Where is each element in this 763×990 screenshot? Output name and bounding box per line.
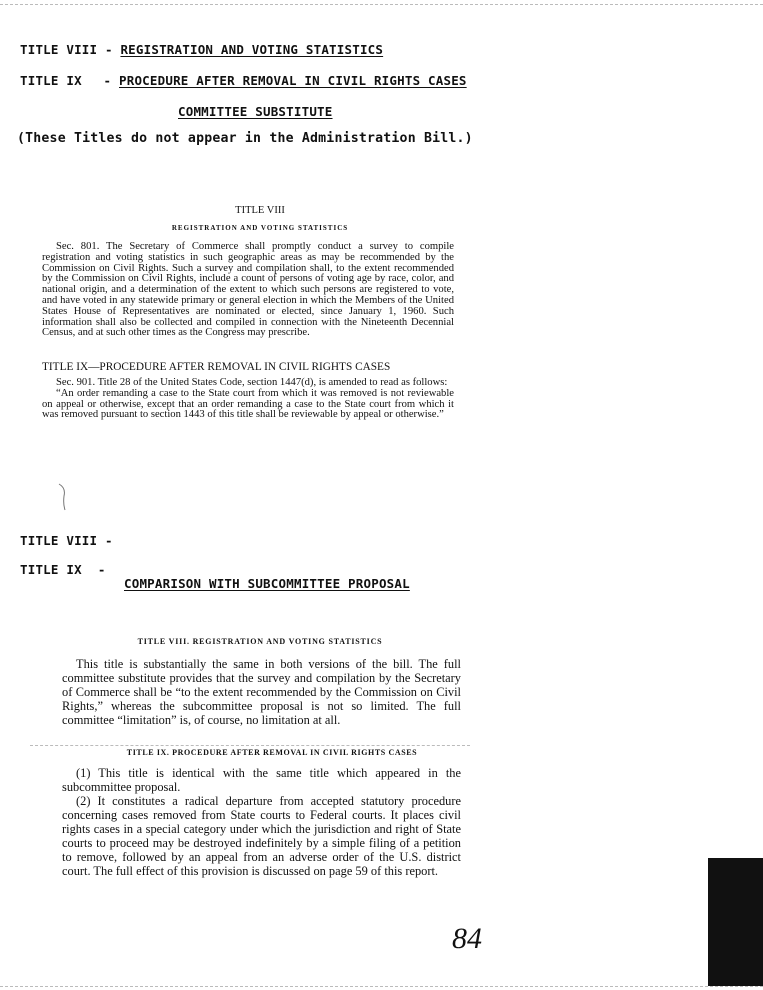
excerpt-sec801-block [42, 242, 454, 339]
comparison-point1: (1) This title is identical with the same title which appeared in the subcommittee proposal. [62, 766, 461, 794]
page-number: 84 [452, 922, 482, 955]
header-title9-name: PROCEDURE AFTER REMOVAL IN CIVIL RIGHTS CASES [119, 73, 467, 88]
comparison-title8-heading: TITLE VIII. REGISTRATION AND VOTING STATISTICS [137, 637, 383, 646]
excerpt-sec901-text: Sec. 901. Title 28 of the United States Code, section 1447(d), is amended to read as follows: [56, 377, 448, 388]
excerpt-title8-heading: TITLE VIII [235, 205, 285, 216]
header-title8-line [20, 42, 383, 57]
black-index-tab [708, 858, 763, 986]
header-title8-sep: - [97, 42, 121, 57]
comparison-title8-label: TITLE VIII - [20, 533, 113, 548]
excerpt-sec801-text: Sec. 801. The Secretary of Commerce shall promptly conduct a survey to compile registration and voting statistics in such geographic areas as may be recommended by the Commission on Civil Rights. Such a survey and compilation shall, to the extent recommended by the Commission on Civil Rights, include a count of persons of voting age by race, color, and national origin, and a determination of the extent to which such persons are registered to vote, and have voted in any statewide primary or general election in which the Members of the United States House of Representatives are nominated or elected, since January 1, 1960. Such information shall also be collected and compiled in connection with the Nineteenth Decennial Census, and at such other times as the Congress may prescribe. [42, 241, 454, 339]
header-title8-label: TITLE VIII [20, 42, 98, 57]
comparison-title9-block [62, 766, 461, 878]
comparison-title8-text: This title is substantially the same in both versions of the bill. The full committee substitute provides that the survey and compilation by the Secretary of Commerce shall be “to the extent recommended by the Commission on Civil Rights,” whereas the subcommittee proposal is not so limited. The full committee “limitation” is, of course, no limitation at all. [62, 657, 461, 727]
header-title9-label: TITLE IX [20, 73, 82, 88]
comparison-title8-block [62, 657, 461, 727]
section-divider [30, 745, 470, 746]
header-title8-name: REGISTRATION AND VOTING STATISTICS [120, 42, 384, 57]
comparison-title9-label: TITLE IX [20, 562, 82, 577]
committee-substitute-heading: COMMITTEE SUBSTITUTE [178, 104, 333, 119]
comparison-title9-heading: TITLE IX. PROCEDURE AFTER REMOVAL IN CIVIL RIGHTS CASES [126, 748, 418, 757]
excerpt-sec901-quote: “An order remanding a case to the State court from which it was removed is not reviewable on appeal or otherwise, except that an order remanding a case to the State court from which it was removed pursuant to section 1443 of this title shall be reviewable by appeal or otherwise.” [42, 387, 454, 421]
comparison-point2: (2) It constitutes a radical departure from accepted statutory procedure concerning cases removed from State courts to Federal courts. It places civil rights cases in a special category under which the jurisdiction and right of State courts to proceed may be destroyed indefinitely by a simple filing of a petition to remove, followed by an appeal from an adverse order of the U.S. district court. The full effect of this provision is discussed on page 59 of this report. [62, 794, 461, 878]
administration-bill-note: (These Titles do not appear in the Administration Bill.) [17, 131, 473, 146]
bottom-edge-rule [0, 986, 763, 987]
comparison-title9-dash: - [97, 562, 106, 577]
excerpt-title8-subheading: REGISTRATION AND VOTING STATISTICS [171, 224, 349, 232]
excerpt-sec901-block [42, 378, 454, 421]
header-title9-sep: - [95, 73, 119, 88]
comparison-title9-line [20, 562, 106, 577]
comparison-heading: COMPARISON WITH SUBCOMMITTEE PROPOSAL [124, 576, 410, 591]
stray-pen-mark [56, 482, 72, 512]
excerpt-title9-heading: TITLE IX—PROCEDURE AFTER REMOVAL IN CIVIL RIGHTS CASES [42, 361, 391, 373]
top-edge-rule [0, 4, 763, 5]
header-title9-line [20, 73, 467, 88]
